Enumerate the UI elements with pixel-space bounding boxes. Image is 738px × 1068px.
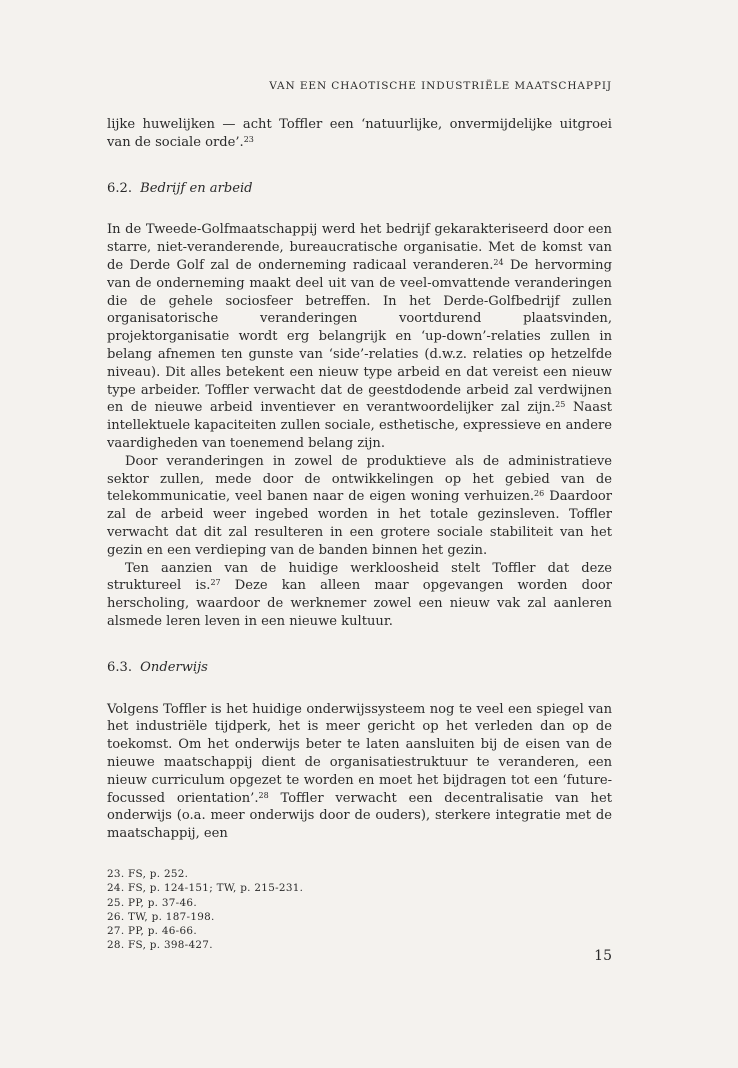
opening-text: lijke huwelijken — acht Toffler een ‘natuurlijke, onvermijdelijke uitgroei van de sociale orde’. [107, 117, 612, 150]
text-run: De hervorming van de onderneming maakt deel uit van de veel-omvattende veranderingen die de gehele sociosfeer betreffen. In het Derde-Golfbedrijf zullen organisatorische veranderingen voortdurend plaatsvinden, projektorganisatie wordt erg belangrijk en ‘up-down’-relaties zullen in belang afnemen ten gunste van ‘side’-relaties (d.w.z. relaties op hetzelfde niveau). Dit alles betekent een nieuw type arbeid en dat vereist een nieuw type arbeider. Toffler verwacht dat de geestdodende arbeid zal verdwijnen en de nieuwe arbeid inventiever en verantwoordelijker zal zijn. [107, 257, 612, 416]
footnote-ref-26: 26 [534, 489, 545, 499]
section-title: Bedrijf en arbeid [140, 180, 253, 196]
body-text [107, 116, 612, 843]
footnote-ref-24: 24 [493, 257, 504, 267]
paragraph [107, 560, 612, 631]
footnote: 27. PP, p. 46-66. [107, 925, 197, 938]
section-heading-6-3 [107, 659, 612, 677]
footnotes [107, 867, 612, 953]
footnote: 28. FS, p. 398-427. [107, 939, 213, 952]
section-number: 6.2. [107, 180, 132, 196]
paragraph [107, 221, 612, 452]
footnote-ref-28: 28 [258, 790, 269, 800]
text-run: Door veranderingen in zowel de produktieve als de administratieve sektor zullen, mede door de ontwikkelingen op het gebied van de telekommunicatie, veel banen naar de eigen woning verhuizen. [107, 453, 612, 505]
text-run: Deze kan alleen maar opgevangen worden door herscholing, waardoor de werknemer zowel een nieuw vak zal aanleren alsmede leren leven in een nieuwe kultuur. [107, 578, 612, 629]
footnote-ref-23: 23 [243, 134, 254, 144]
page-number: 15 [594, 948, 612, 964]
text-run: In de Tweede-Golfmaatschappij werd het bedrijf gekarakteriseerd door een starre, niet-veranderende, bureaucratische organisatie. Met de komst van de Derde Golf zal de onderneming radicaal veranderen. [107, 222, 612, 273]
footnote: 24. FS, p. 124-151; TW, p. 215-231. [107, 882, 304, 895]
footnote: 26. TW, p. 187-198. [107, 910, 215, 923]
section-number: 6.3. [107, 659, 132, 675]
text-run: Ten aanzien van de huidige werkloosheid stelt Toffler dat deze struktureel is. [107, 560, 612, 594]
paragraph [107, 701, 612, 843]
text-run: Toffler verwacht een decentralisatie van het onderwijs (o.a. meer onderwijs door de ouders), sterkere integratie met de maatschappij, een [107, 790, 612, 842]
text-run: Volgens Toffler is het huidige onderwijssysteem nog te veel een spiegel van het industriële tijdperk, het is meer gericht op het verleden dan op de toekomst. Om het onderwijs beter te laten aansluiten bij de eisen van de nieuwe maatschappij dient de organisatiestruktuur te veranderen, een nieuw curriculum opgezet te worden en moet het bijdragen tot een ‘future-focussed orientation’. [107, 701, 612, 806]
footnote: 23. FS, p. 252. [107, 868, 189, 880]
text-run: Naast intellektuele kapaciteiten zullen sociale, esthetische, expressieve en andere vaardigheden van toenemend belang zijn. [107, 400, 612, 451]
running-head: VAN EEN CHAOTISCHE INDUSTRIËLE MAATSCHAPPIJ [269, 80, 612, 92]
section-title: Onderwijs [140, 659, 208, 675]
paragraph [107, 453, 612, 560]
footnote: 25. PP, p. 37-46. [107, 896, 197, 909]
opening-paragraph [107, 116, 612, 152]
footnote-ref-27: 27 [210, 578, 221, 588]
text-run: Daardoor zal de arbeid weer ingebed worden in het totale gezinsleven. Toffler verwacht dat dit zal resulteren in een grotere sociale stabiliteit van het gezin en een verdieping van de banden binnen het gezin. [107, 489, 612, 558]
section-heading-6-2 [107, 180, 612, 198]
footnote-ref-25: 25 [555, 400, 566, 410]
